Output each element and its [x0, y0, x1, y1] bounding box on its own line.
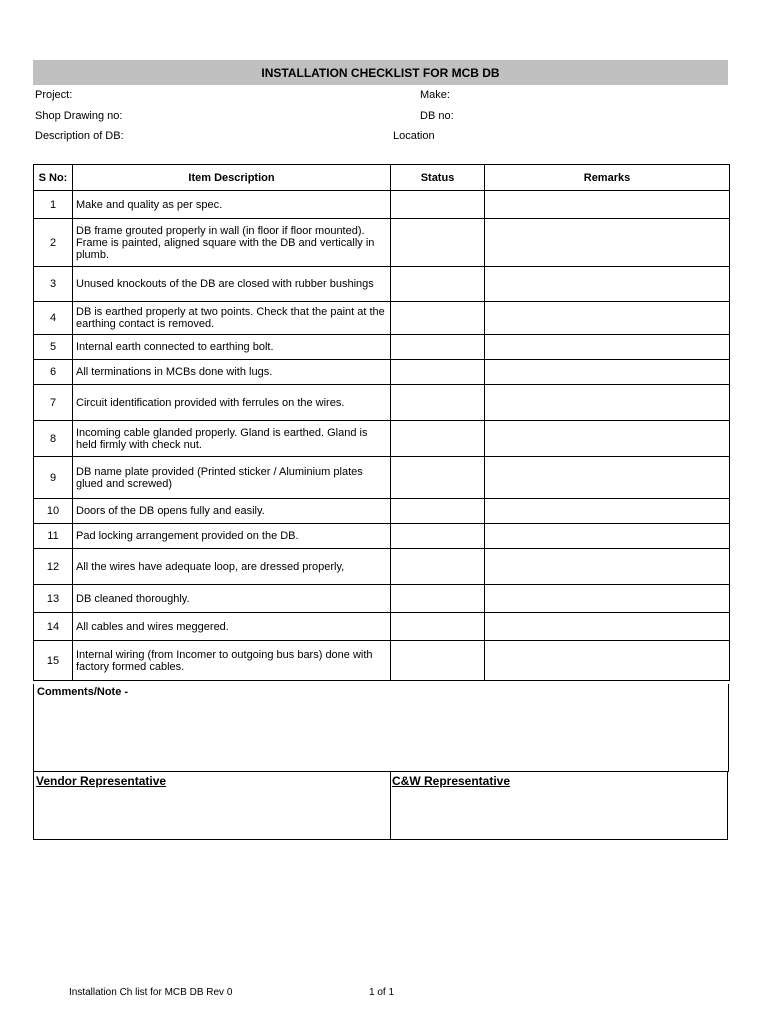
vendor-signature-box[interactable]: [33, 771, 391, 840]
row-remarks-cell[interactable]: [485, 191, 730, 219]
row-description: Internal earth connected to earthing bolt.: [73, 335, 391, 360]
table-row: [34, 421, 730, 457]
header-item-description: Item Description: [73, 165, 391, 191]
row-remarks-cell[interactable]: [485, 641, 730, 681]
row-description: Circuit identification provided with ferrules on the wires.: [73, 385, 391, 421]
row-status-cell[interactable]: [391, 267, 485, 302]
table-row: [34, 457, 730, 499]
row-sno: 8: [34, 421, 73, 457]
row-description: All terminations in MCBs done with lugs.: [73, 360, 391, 385]
row-sno: 5: [34, 335, 73, 360]
row-remarks-cell[interactable]: [485, 585, 730, 613]
row-sno: 2: [34, 219, 73, 267]
row-remarks-cell[interactable]: [485, 267, 730, 302]
location-label: Location: [393, 130, 435, 142]
row-description: Doors of the DB opens fully and easily.: [73, 499, 391, 524]
row-status-cell[interactable]: [391, 360, 485, 385]
row-status-cell[interactable]: [391, 585, 485, 613]
table-row: [34, 191, 730, 219]
row-description: All cables and wires meggered.: [73, 613, 391, 641]
row-sno: 14: [34, 613, 73, 641]
table-row: [34, 219, 730, 267]
table-row: [34, 613, 730, 641]
row-remarks-cell[interactable]: [485, 421, 730, 457]
cw-representative-label: C&W Representative: [392, 774, 511, 788]
row-description: DB frame grouted properly in wall (in floor if floor mounted). Frame is painted, aligned square with the DB and vertically in plumb.: [73, 219, 391, 267]
header-status: Status: [391, 165, 485, 191]
row-sno: 13: [34, 585, 73, 613]
row-remarks-cell[interactable]: [485, 524, 730, 549]
header-sno: S No:: [34, 165, 73, 191]
row-remarks-cell[interactable]: [485, 360, 730, 385]
row-description: DB is earthed properly at two points. Check that the paint at the earthing contact is removed.: [73, 302, 391, 335]
row-remarks-cell[interactable]: [485, 613, 730, 641]
row-status-cell[interactable]: [391, 613, 485, 641]
table-row: [34, 549, 730, 585]
footer-page-number: 1 of 1: [369, 987, 395, 998]
row-status-cell[interactable]: [391, 524, 485, 549]
row-description: DB name plate provided (Printed sticker / Aluminium plates glued and screwed): [73, 457, 391, 499]
db-no-label: DB no:: [420, 110, 454, 122]
shop-drawing-label: Shop Drawing no:: [35, 110, 123, 122]
row-remarks-cell[interactable]: [485, 302, 730, 335]
table-row: [34, 385, 730, 421]
row-remarks-cell[interactable]: [485, 457, 730, 499]
row-sno: 9: [34, 457, 73, 499]
row-status-cell[interactable]: [391, 302, 485, 335]
row-status-cell[interactable]: [391, 191, 485, 219]
row-sno: 3: [34, 267, 73, 302]
row-status-cell[interactable]: [391, 219, 485, 267]
table-row: [34, 267, 730, 302]
row-sno: 1: [34, 191, 73, 219]
page-title: INSTALLATION CHECKLIST FOR MCB DB: [33, 60, 728, 85]
row-description: Pad locking arrangement provided on the DB.: [73, 524, 391, 549]
table-row: [34, 302, 730, 335]
row-remarks-cell[interactable]: [485, 219, 730, 267]
row-status-cell[interactable]: [391, 499, 485, 524]
header-remarks: Remarks: [485, 165, 730, 191]
checklist-table: [33, 164, 730, 681]
row-status-cell[interactable]: [391, 421, 485, 457]
row-status-cell[interactable]: [391, 549, 485, 585]
row-remarks-cell[interactable]: [485, 549, 730, 585]
row-sno: 4: [34, 302, 73, 335]
row-sno: 15: [34, 641, 73, 681]
row-remarks-cell[interactable]: [485, 335, 730, 360]
vendor-representative-label: Vendor Representative: [36, 774, 167, 788]
row-status-cell[interactable]: [391, 385, 485, 421]
row-sno: 10: [34, 499, 73, 524]
row-description: Make and quality as per spec.: [73, 191, 391, 219]
table-row: [34, 335, 730, 360]
row-description: DB cleaned thoroughly.: [73, 585, 391, 613]
row-description: Unused knockouts of the DB are closed with rubber bushings: [73, 267, 391, 302]
row-sno: 6: [34, 360, 73, 385]
table-row: [34, 641, 730, 681]
row-sno: 7: [34, 385, 73, 421]
comments-label: Comments/Note -: [37, 686, 129, 698]
row-status-cell[interactable]: [391, 457, 485, 499]
row-description: Incoming cable glanded properly. Gland is earthed. Gland is held firmly with check nut.: [73, 421, 391, 457]
row-sno: 12: [34, 549, 73, 585]
row-status-cell[interactable]: [391, 641, 485, 681]
table-row: [34, 360, 730, 385]
comments-box[interactable]: [33, 684, 729, 772]
description-label: Description of DB:: [35, 130, 124, 142]
row-sno: 11: [34, 524, 73, 549]
project-label: Project:: [35, 89, 73, 101]
row-remarks-cell[interactable]: [485, 385, 730, 421]
row-remarks-cell[interactable]: [485, 499, 730, 524]
make-label: Make:: [420, 89, 450, 101]
row-description: Internal wiring (from Incomer to outgoing bus bars) done with factory formed cables.: [73, 641, 391, 681]
row-description: All the wires have adequate loop, are dressed properly,: [73, 549, 391, 585]
table-row: [34, 585, 730, 613]
cw-signature-box[interactable]: [390, 771, 728, 840]
table-row: [34, 524, 730, 549]
footer-document-name: Installation Ch list for MCB DB Rev 0: [69, 987, 233, 998]
header-row: [34, 165, 730, 191]
row-status-cell[interactable]: [391, 335, 485, 360]
table-row: [34, 499, 730, 524]
